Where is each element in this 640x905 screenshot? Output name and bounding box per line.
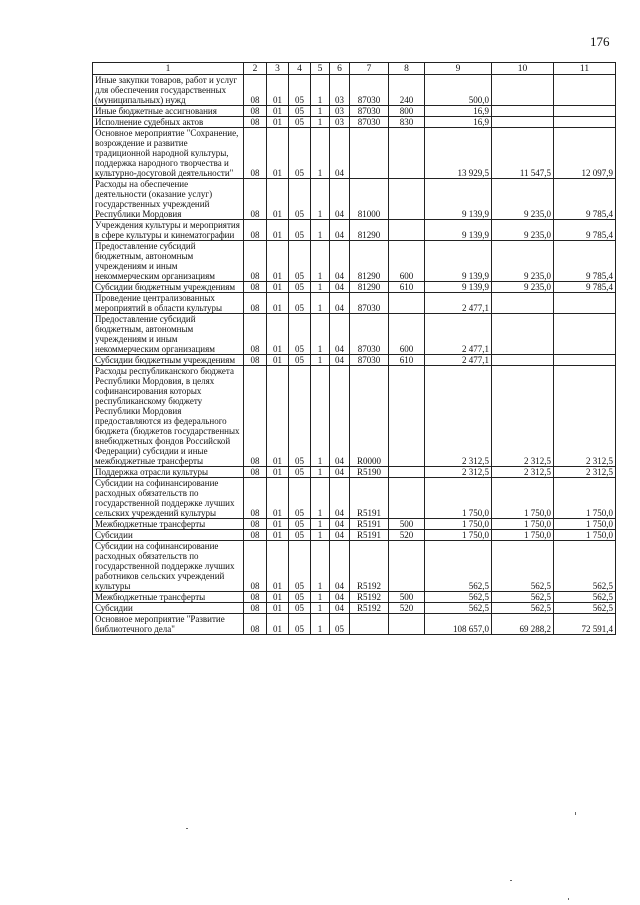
- row-value-cell: 05: [289, 241, 311, 282]
- row-value-cell: 9 785,4: [554, 179, 616, 220]
- row-value-cell: 05: [289, 478, 311, 519]
- row-value-cell: 01: [267, 614, 289, 635]
- row-value-cell: 04: [330, 530, 350, 541]
- row-value-cell: 04: [330, 541, 350, 592]
- row-value-cell: 1 750,0: [492, 530, 554, 541]
- row-value-cell: 05: [289, 467, 311, 478]
- column-header: 11: [554, 63, 616, 75]
- row-value-cell: [389, 478, 425, 519]
- row-value-cell: 1: [311, 179, 330, 220]
- row-value-cell: 03: [330, 117, 350, 128]
- row-value-cell: 11 547,5: [492, 128, 554, 179]
- row-value-cell: 81290: [350, 241, 389, 282]
- row-name-cell: Межбюджетные трансферты: [93, 519, 244, 530]
- row-value-cell: R5191: [350, 530, 389, 541]
- column-header: 10: [492, 63, 554, 75]
- row-value-cell: 562,5: [425, 541, 492, 592]
- row-value-cell: 1: [311, 467, 330, 478]
- row-name-cell: Поддержка отрасли культуры: [93, 467, 244, 478]
- row-value-cell: 01: [267, 478, 289, 519]
- row-value-cell: 04: [330, 179, 350, 220]
- row-value-cell: 1: [311, 314, 330, 355]
- table-row: [93, 241, 616, 282]
- row-value-cell: [389, 614, 425, 635]
- row-value-cell: 800: [389, 106, 425, 117]
- row-value-cell: 08: [244, 541, 267, 592]
- row-value-cell: 500: [389, 519, 425, 530]
- row-value-cell: 03: [330, 106, 350, 117]
- row-value-cell: 08: [244, 614, 267, 635]
- row-value-cell: 04: [330, 355, 350, 366]
- row-value-cell: 05: [289, 603, 311, 614]
- table-row: [93, 592, 616, 603]
- column-header: 2: [244, 63, 267, 75]
- row-value-cell: [554, 75, 616, 106]
- row-value-cell: 87030: [350, 314, 389, 355]
- row-value-cell: [554, 106, 616, 117]
- row-value-cell: 1 750,0: [554, 530, 616, 541]
- row-value-cell: 562,5: [554, 603, 616, 614]
- row-value-cell: R5192: [350, 541, 389, 592]
- row-name-cell: Субсидии бюджетным учреждениям: [93, 282, 244, 293]
- row-value-cell: 05: [289, 293, 311, 314]
- row-value-cell: 04: [330, 467, 350, 478]
- table-row: [93, 614, 616, 635]
- row-value-cell: [389, 541, 425, 592]
- row-value-cell: 04: [330, 293, 350, 314]
- row-value-cell: R5192: [350, 603, 389, 614]
- row-value-cell: 08: [244, 355, 267, 366]
- row-value-cell: 08: [244, 220, 267, 241]
- table-row: [93, 355, 616, 366]
- row-value-cell: 08: [244, 467, 267, 478]
- row-value-cell: 9 139,9: [425, 179, 492, 220]
- row-value-cell: 08: [244, 241, 267, 282]
- row-value-cell: [554, 314, 616, 355]
- row-value-cell: [492, 314, 554, 355]
- row-value-cell: 04: [330, 592, 350, 603]
- row-name-cell: Субсидии на софинансирование расходных обязательств по государственной поддержке лучших работников сельских учреждений культуры: [93, 541, 244, 592]
- table-row: [93, 117, 616, 128]
- row-value-cell: 05: [289, 519, 311, 530]
- row-value-cell: [492, 293, 554, 314]
- row-value-cell: 04: [330, 241, 350, 282]
- row-name-cell: Расходы республиканского бюджета Республики Мордовия, в целях софинансирования которых республиканскому бюджету Республики Мордовия предоставляются из федерального бюджета (бюджетов государственных внебюджетных фондов Российской Федерации) субсидии и иные межбюджетные трансферты: [93, 366, 244, 467]
- row-value-cell: 520: [389, 603, 425, 614]
- column-header: 9: [425, 63, 492, 75]
- row-value-cell: 05: [289, 128, 311, 179]
- row-value-cell: 1: [311, 478, 330, 519]
- row-value-cell: [350, 614, 389, 635]
- row-value-cell: 1: [311, 220, 330, 241]
- table-row: [93, 541, 616, 592]
- row-value-cell: 81290: [350, 220, 389, 241]
- table-row: [93, 220, 616, 241]
- row-value-cell: 05: [289, 314, 311, 355]
- row-value-cell: 08: [244, 179, 267, 220]
- row-name-cell: Основное мероприятие "Развитие библиотечного дела": [93, 614, 244, 635]
- row-value-cell: 05: [289, 75, 311, 106]
- row-value-cell: 01: [267, 603, 289, 614]
- table-row: [93, 366, 616, 467]
- row-value-cell: 1: [311, 106, 330, 117]
- row-value-cell: R5191: [350, 478, 389, 519]
- row-value-cell: 01: [267, 282, 289, 293]
- row-value-cell: 01: [267, 541, 289, 592]
- row-value-cell: 13 929,5: [425, 128, 492, 179]
- row-value-cell: 87030: [350, 117, 389, 128]
- row-value-cell: 01: [267, 106, 289, 117]
- row-value-cell: 01: [267, 293, 289, 314]
- row-value-cell: 04: [330, 478, 350, 519]
- row-value-cell: 830: [389, 117, 425, 128]
- row-value-cell: 01: [267, 179, 289, 220]
- row-value-cell: 05: [289, 355, 311, 366]
- row-name-cell: Основное мероприятие "Сохранение, возрождение и развитие традиционной народной культуры, поддержка народного творчества и культурно-досуговой деятельности": [93, 128, 244, 179]
- row-value-cell: 08: [244, 603, 267, 614]
- row-value-cell: 04: [330, 366, 350, 467]
- row-value-cell: [492, 117, 554, 128]
- row-value-cell: [492, 106, 554, 117]
- table-row: [93, 282, 616, 293]
- row-value-cell: 1: [311, 541, 330, 592]
- row-value-cell: 1 750,0: [554, 478, 616, 519]
- table-row: [93, 128, 616, 179]
- row-value-cell: 240: [389, 75, 425, 106]
- column-header: 3: [267, 63, 289, 75]
- row-name-cell: Предоставление субсидий бюджетным, автономным учреждениям и иным некоммерческим организациям: [93, 241, 244, 282]
- row-value-cell: 2 312,5: [554, 366, 616, 467]
- row-value-cell: 04: [330, 282, 350, 293]
- scan-speck: [510, 880, 512, 881]
- row-value-cell: 08: [244, 128, 267, 179]
- row-value-cell: 81290: [350, 282, 389, 293]
- row-value-cell: 2 312,5: [492, 366, 554, 467]
- row-value-cell: 1: [311, 355, 330, 366]
- row-value-cell: 12 097,9: [554, 128, 616, 179]
- row-value-cell: 16,9: [425, 117, 492, 128]
- row-value-cell: 562,5: [554, 592, 616, 603]
- row-value-cell: 08: [244, 282, 267, 293]
- row-value-cell: 600: [389, 314, 425, 355]
- row-value-cell: 1: [311, 75, 330, 106]
- row-value-cell: 05: [289, 614, 311, 635]
- row-value-cell: 08: [244, 75, 267, 106]
- row-value-cell: 05: [289, 220, 311, 241]
- row-value-cell: 9 235,0: [492, 179, 554, 220]
- row-value-cell: [389, 220, 425, 241]
- row-value-cell: 2 477,1: [425, 293, 492, 314]
- row-value-cell: 08: [244, 519, 267, 530]
- row-value-cell: 08: [244, 314, 267, 355]
- row-name-cell: Межбюджетные трансферты: [93, 592, 244, 603]
- column-header: 1: [93, 63, 244, 75]
- row-value-cell: 87030: [350, 293, 389, 314]
- row-name-cell: Субсидии бюджетным учреждениям: [93, 355, 244, 366]
- row-value-cell: 600: [389, 241, 425, 282]
- table-row: [93, 106, 616, 117]
- table-row: [93, 179, 616, 220]
- row-value-cell: [492, 75, 554, 106]
- row-value-cell: 08: [244, 366, 267, 467]
- row-name-cell: Иные бюджетные ассигнования: [93, 106, 244, 117]
- row-value-cell: 500: [389, 592, 425, 603]
- row-value-cell: 1: [311, 592, 330, 603]
- row-value-cell: 1: [311, 603, 330, 614]
- row-value-cell: 562,5: [425, 603, 492, 614]
- row-value-cell: 05: [289, 179, 311, 220]
- row-value-cell: 04: [330, 603, 350, 614]
- row-value-cell: [554, 293, 616, 314]
- column-header: 8: [389, 63, 425, 75]
- row-value-cell: 87030: [350, 355, 389, 366]
- row-value-cell: 562,5: [425, 592, 492, 603]
- row-value-cell: 04: [330, 220, 350, 241]
- row-value-cell: [389, 467, 425, 478]
- row-value-cell: 87030: [350, 106, 389, 117]
- scan-speck: [186, 828, 188, 829]
- row-value-cell: 05: [289, 282, 311, 293]
- row-name-cell: Субсидии: [93, 530, 244, 541]
- row-value-cell: 05: [289, 366, 311, 467]
- row-value-cell: 01: [267, 314, 289, 355]
- row-name-cell: Предоставление субсидий бюджетным, автономным учреждениям и иным некоммерческим организациям: [93, 314, 244, 355]
- row-name-cell: Иные закупки товаров, работ и услуг для обеспечения государственных (муниципальных) нужд: [93, 75, 244, 106]
- row-value-cell: 9 139,9: [425, 220, 492, 241]
- table-row: [93, 314, 616, 355]
- row-value-cell: 08: [244, 530, 267, 541]
- row-name-cell: Учреждения культуры и мероприятия в сфере культуры и кинематографии: [93, 220, 244, 241]
- row-value-cell: [554, 355, 616, 366]
- table-row: [93, 519, 616, 530]
- row-name-cell: Субсидии на софинансирование расходных обязательств по государственной поддержке лучших сельских учреждений культуры: [93, 478, 244, 519]
- row-value-cell: 562,5: [492, 541, 554, 592]
- row-value-cell: 1: [311, 530, 330, 541]
- row-value-cell: 01: [267, 366, 289, 467]
- row-value-cell: [389, 179, 425, 220]
- row-value-cell: 01: [267, 592, 289, 603]
- row-value-cell: 9 785,4: [554, 220, 616, 241]
- row-value-cell: 1 750,0: [554, 519, 616, 530]
- row-value-cell: 610: [389, 355, 425, 366]
- row-value-cell: 1: [311, 519, 330, 530]
- row-value-cell: 05: [289, 541, 311, 592]
- row-value-cell: 520: [389, 530, 425, 541]
- row-value-cell: 08: [244, 478, 267, 519]
- row-value-cell: 08: [244, 293, 267, 314]
- table-header-row: [93, 63, 616, 75]
- row-value-cell: 108 657,0: [425, 614, 492, 635]
- table-row: [93, 293, 616, 314]
- row-name-cell: Расходы на обеспечение деятельности (оказание услуг) государственных учреждений Республики Мордовия: [93, 179, 244, 220]
- row-value-cell: 1: [311, 614, 330, 635]
- scan-speck: [568, 898, 569, 900]
- row-value-cell: 562,5: [554, 541, 616, 592]
- row-value-cell: 01: [267, 128, 289, 179]
- row-value-cell: 1 750,0: [492, 519, 554, 530]
- budget-table: [92, 62, 616, 635]
- row-value-cell: 16,9: [425, 106, 492, 117]
- row-value-cell: 2 477,1: [425, 355, 492, 366]
- row-value-cell: 05: [289, 592, 311, 603]
- row-value-cell: 01: [267, 519, 289, 530]
- scan-speck: [575, 812, 576, 815]
- row-value-cell: 562,5: [492, 603, 554, 614]
- row-value-cell: 2 477,1: [425, 314, 492, 355]
- row-value-cell: 9 235,0: [492, 241, 554, 282]
- row-value-cell: [492, 355, 554, 366]
- row-value-cell: 9 139,9: [425, 241, 492, 282]
- row-value-cell: 9 785,4: [554, 241, 616, 282]
- row-value-cell: 1: [311, 128, 330, 179]
- row-value-cell: 1: [311, 241, 330, 282]
- row-value-cell: 03: [330, 75, 350, 106]
- row-value-cell: 81000: [350, 179, 389, 220]
- row-value-cell: R5192: [350, 592, 389, 603]
- row-value-cell: 2 312,5: [425, 366, 492, 467]
- page-number: 176: [590, 34, 610, 49]
- row-name-cell: Проведение централизованных мероприятий в области культуры: [93, 293, 244, 314]
- column-header: 6: [330, 63, 350, 75]
- row-value-cell: 9 235,0: [492, 220, 554, 241]
- row-value-cell: [389, 293, 425, 314]
- table-row: [93, 603, 616, 614]
- row-value-cell: 05: [289, 117, 311, 128]
- row-value-cell: 04: [330, 128, 350, 179]
- row-value-cell: 72 591,4: [554, 614, 616, 635]
- table-row: [93, 467, 616, 478]
- table-row: [93, 478, 616, 519]
- row-value-cell: 01: [267, 467, 289, 478]
- row-value-cell: R5191: [350, 519, 389, 530]
- row-value-cell: 610: [389, 282, 425, 293]
- row-value-cell: 05: [330, 614, 350, 635]
- row-value-cell: 1 750,0: [425, 530, 492, 541]
- row-value-cell: 05: [289, 530, 311, 541]
- row-value-cell: 1: [311, 282, 330, 293]
- row-value-cell: 05: [289, 106, 311, 117]
- table-row: [93, 75, 616, 106]
- row-value-cell: 1: [311, 117, 330, 128]
- row-value-cell: 01: [267, 241, 289, 282]
- row-value-cell: 87030: [350, 75, 389, 106]
- row-value-cell: 9 139,9: [425, 282, 492, 293]
- row-value-cell: 08: [244, 592, 267, 603]
- row-value-cell: [350, 128, 389, 179]
- row-value-cell: 01: [267, 355, 289, 366]
- row-value-cell: [554, 117, 616, 128]
- row-value-cell: 01: [267, 117, 289, 128]
- row-value-cell: 04: [330, 314, 350, 355]
- row-value-cell: 9 235,0: [492, 282, 554, 293]
- row-value-cell: 500,0: [425, 75, 492, 106]
- row-value-cell: R0000: [350, 366, 389, 467]
- table-row: [93, 530, 616, 541]
- row-value-cell: 2 312,5: [425, 467, 492, 478]
- row-value-cell: [389, 366, 425, 467]
- row-value-cell: R5190: [350, 467, 389, 478]
- row-value-cell: 1 750,0: [425, 519, 492, 530]
- row-value-cell: 08: [244, 117, 267, 128]
- row-value-cell: 1: [311, 366, 330, 467]
- row-value-cell: 2 312,5: [554, 467, 616, 478]
- row-value-cell: 01: [267, 75, 289, 106]
- column-header: 5: [311, 63, 330, 75]
- row-value-cell: 69 288,2: [492, 614, 554, 635]
- row-value-cell: 01: [267, 220, 289, 241]
- row-value-cell: [389, 128, 425, 179]
- row-name-cell: Субсидии: [93, 603, 244, 614]
- row-value-cell: 08: [244, 106, 267, 117]
- column-header: 4: [289, 63, 311, 75]
- row-value-cell: 1: [311, 293, 330, 314]
- row-value-cell: 562,5: [492, 592, 554, 603]
- row-name-cell: Исполнение судебных актов: [93, 117, 244, 128]
- row-value-cell: 9 785,4: [554, 282, 616, 293]
- row-value-cell: 1 750,0: [425, 478, 492, 519]
- column-header: 7: [350, 63, 389, 75]
- row-value-cell: 01: [267, 530, 289, 541]
- row-value-cell: 2 312,5: [492, 467, 554, 478]
- row-value-cell: 1 750,0: [492, 478, 554, 519]
- row-value-cell: 04: [330, 519, 350, 530]
